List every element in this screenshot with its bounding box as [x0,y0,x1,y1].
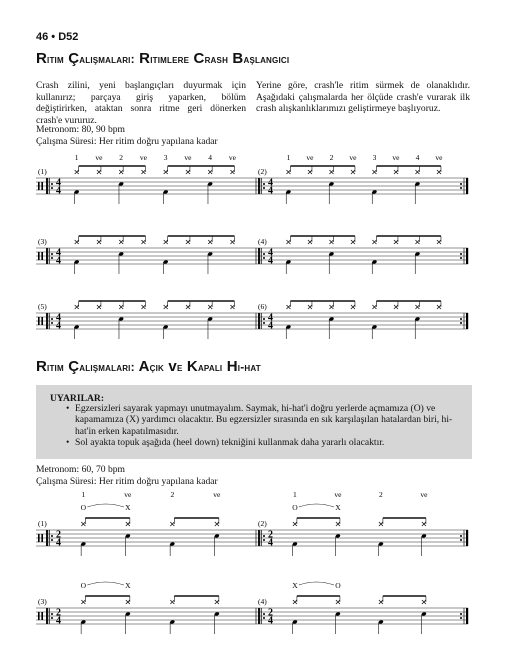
exercise-label: (3) [38,237,47,246]
exercise-label: (5) [38,302,47,311]
count-label: 3 [163,153,168,162]
repeat-bar-thick [466,178,468,194]
section1-paragraph-right: Yerine göre, crash'le ritim sürmek de olanaklıdır. Aşağıdaki çalışmalarda her ölçüde crash'e vurarak ilk crash alışkanlıklarımızı geliştirmeye başlıyoruz. [256,80,470,115]
count-label: ve [139,153,147,162]
open-close-mark: X [125,503,131,512]
count-label: ve [124,490,132,499]
staff-s1-2 [256,150,472,210]
warnings-list [66,403,458,449]
percussion-clef [38,182,40,190]
time-signature-bottom: 4 [268,255,273,267]
repeat-bar-thick [46,248,48,264]
repeat-bar-thick [46,178,48,194]
percussion-clef [41,252,43,260]
percussion-clef [41,182,43,190]
staff-s1-1 [36,150,256,210]
repeat-bar-thick [466,608,468,624]
page-number: 46 • D52 [36,31,79,43]
percussion-clef [41,534,43,542]
count-label: 4 [208,153,213,162]
open-close-mark: X [292,581,298,590]
repeat-bar-thick [258,530,260,546]
time-signature-bottom: 4 [268,185,273,197]
time-signature-bottom: 4 [56,615,61,627]
section1-title: Ritim Çalışmaları: Ritimlere Crash Başlangıcı [36,50,290,67]
repeat-dot [51,187,53,189]
staff-s2-3 [36,568,256,640]
warnings-box [36,385,472,459]
open-close-mark: O [80,503,87,512]
time-signature-bottom: 4 [56,537,61,549]
time-signature-top: 2 [56,529,61,541]
section2-metronome: Metronom: 60, 70 bpm [36,464,126,475]
exercise-label: (3) [38,597,47,606]
warnings-title: UYARILAR: [50,393,105,404]
repeat-bar-thick [258,248,260,264]
repeat-dot [263,187,265,189]
repeat-dot [263,617,265,619]
tie-arc [299,582,334,585]
time-signature-bottom: 4 [268,320,273,332]
repeat-dot [51,539,53,541]
repeat-dot [51,535,53,537]
repeat-dot [263,322,265,324]
count-label: ve [392,153,400,162]
repeat-dot [460,253,462,255]
percussion-clef [41,612,43,620]
repeat-bar-thick [466,530,468,546]
count-label: 1 [81,490,86,499]
repeat-dot [51,322,53,324]
repeat-dot [460,539,462,541]
staff-s1-4 [256,220,472,280]
staff-s2-2 [256,490,472,562]
repeat-dot [263,535,265,537]
count-label: 2 [329,153,334,162]
staff-s1-6 [256,285,472,345]
exercise-label: (4) [258,237,267,246]
time-signature-bottom: 4 [56,185,61,197]
repeat-dot [51,183,53,185]
exercise-label: (2) [258,519,267,528]
count-label: ve [435,153,443,162]
count-label: ve [95,153,103,162]
open-close-mark: O [292,503,298,512]
repeat-bar-thick [258,313,260,329]
time-signature-top: 4 [268,312,273,324]
repeat-bar-thick [466,313,468,329]
repeat-dot [460,187,462,189]
repeat-dot [263,183,265,185]
staff-s1-5 [36,285,256,345]
repeat-dot [51,613,53,615]
time-signature-bottom: 4 [56,320,61,332]
warning-item: • Sol ayakta topuk aşağıda (heel down) tekniğini kullanmak daha yararlı olacaktır. [66,437,458,448]
repeat-bar-thick [46,608,48,624]
time-signature-top: 2 [268,529,273,541]
count-label: 2 [170,490,175,499]
time-signature-top: 4 [268,177,273,189]
exercise-label: (1) [38,167,47,176]
repeat-dot [460,535,462,537]
count-label: ve [420,490,428,499]
repeat-dot [51,253,53,255]
percussion-clef [38,252,40,260]
tie-arc [87,582,124,585]
count-label: ve [228,153,236,162]
repeat-dot [263,318,265,320]
repeat-dot [51,257,53,259]
percussion-clef [41,317,43,325]
repeat-bar-thick [258,178,260,194]
time-signature-top: 2 [268,607,273,619]
count-label: 2 [119,153,124,162]
section2-duration: Çalışma Süresi: Her ritim doğru yapılana kadar [36,476,218,487]
count-label: ve [334,490,342,499]
count-label: 1 [74,153,79,162]
exercise-label: (4) [258,597,267,606]
count-label: ve [213,490,221,499]
count-label: ve [349,153,357,162]
percussion-clef [38,534,40,542]
percussion-clef [38,612,40,620]
exercise-label: (1) [38,519,47,528]
repeat-bar-thick [466,248,468,264]
count-label: ve [184,153,192,162]
count-label: 2 [379,490,383,499]
repeat-bar-thick [258,608,260,624]
repeat-dot [263,257,265,259]
time-signature-bottom: 4 [268,615,273,627]
exercise-label: (2) [258,167,267,176]
staff-s2-4 [256,568,472,640]
time-signature-bottom: 4 [268,537,273,549]
repeat-dot [51,617,53,619]
repeat-bar-thick [46,530,48,546]
repeat-dot [460,257,462,259]
time-signature-top: 4 [56,177,61,189]
repeat-dot [460,183,462,185]
repeat-dot [460,322,462,324]
tie-arc [299,504,334,507]
warning-item: • Egzersizleri sayarak yapmayı unutmayalım. Saymak, hi-hat'i doğru yerlerde açmamıza (O) ve kapamamıza (X) yardımcı olacaktır. Bu egzersizler sırasında en sık karşılaşılan hatalardan biri, hi-hat'in erken kapatılmasıdır. [66,403,458,437]
section1-paragraph-left: Crash zilini, yeni başlangıçları duyurmak için kullanırız; parçaya giriş yaparken, bölüm değiştirirken, ataktan sonra ritme geri dönerken crash'e vururuz. [36,80,246,126]
time-signature-top: 4 [56,247,61,259]
open-close-mark: O [335,581,341,590]
repeat-dot [460,318,462,320]
count-label: 1 [293,490,297,499]
count-label: ve [306,153,314,162]
count-label: 3 [372,153,377,162]
repeat-dot [460,613,462,615]
exercise-label: (6) [258,302,267,311]
percussion-clef [38,317,40,325]
repeat-dot [263,253,265,255]
open-close-mark: X [125,581,131,590]
open-close-mark: X [335,503,341,512]
repeat-dot [263,613,265,615]
time-signature-bottom: 4 [56,255,61,267]
repeat-dot [51,318,53,320]
repeat-dot [460,617,462,619]
time-signature-top: 4 [268,247,273,259]
staff-s1-3 [36,220,256,280]
repeat-dot [263,539,265,541]
section1-metronome: Metronom: 80, 90 bpm [36,124,126,135]
time-signature-top: 2 [56,607,61,619]
count-label: 1 [286,153,291,162]
staff-s2-1 [36,490,256,562]
section2-title: Ritim Çalışmaları: Açık ve Kapalı Hi-hat [36,358,261,375]
repeat-bar-thick [46,313,48,329]
count-label: 4 [415,153,420,162]
section1-duration: Çalışma Süresi: Her ritim doğru yapılana kadar [36,136,218,147]
time-signature-top: 4 [56,312,61,324]
tie-arc [87,504,124,507]
open-close-mark: O [80,581,87,590]
